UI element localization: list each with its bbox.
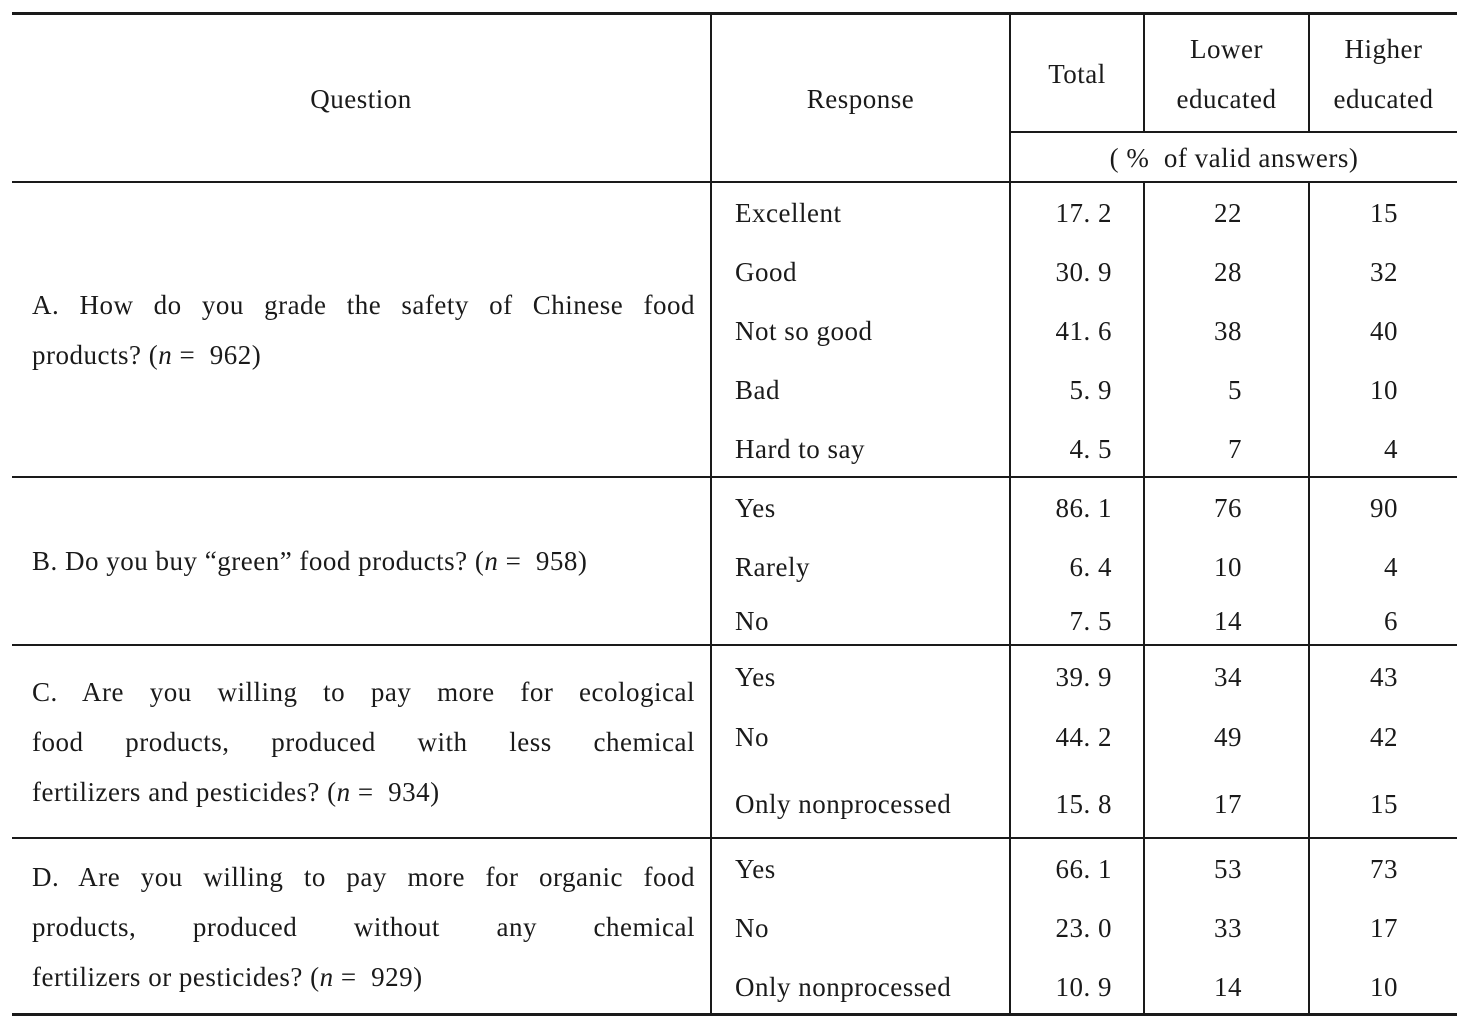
response-cell: Only nonprocessed — [735, 789, 952, 819]
higher-educated-cell: 10 — [1370, 375, 1398, 405]
table-bottom-rule — [12, 1013, 1457, 1016]
response-cell: No — [735, 722, 769, 752]
question-a-line1: A. How do you grade the safety of Chinese food — [32, 290, 695, 320]
question-d-line3: fertilizers or pesticides? (n = 929) — [32, 962, 423, 992]
header-higher-line2: educated — [1333, 84, 1434, 114]
question-d-line2: products, produced without any chemical — [32, 912, 695, 942]
total-cell: 15. 8 — [1055, 789, 1112, 819]
total-cell: 5. 9 — [1069, 375, 1112, 405]
lower-educated-cell: 17 — [1214, 789, 1242, 819]
header-bottom-rule — [12, 181, 1457, 183]
total-cell: 10. 9 — [1055, 972, 1112, 1002]
lower-educated-cell: 33 — [1214, 913, 1242, 943]
question-c-line1: C. Are you willing to pay more for ecological — [32, 677, 695, 707]
total-cell: 44. 2 — [1055, 722, 1112, 752]
header-sub-rule — [1010, 131, 1457, 133]
question-b-line1: B. Do you buy “green” food products? (n = 958) — [32, 546, 588, 576]
column-divider-lower — [1143, 14, 1145, 132]
response-cell: Bad — [735, 375, 780, 405]
question-a-line2: products? (n = 962) — [32, 340, 262, 370]
header-question: Question — [310, 84, 412, 114]
response-cell: No — [735, 913, 769, 943]
lower-educated-cell: 53 — [1214, 854, 1242, 884]
n-symbol: n — [336, 777, 351, 807]
lower-educated-cell: 14 — [1214, 972, 1242, 1002]
higher-educated-cell: 6 — [1384, 606, 1398, 636]
total-cell: 17. 2 — [1055, 198, 1112, 228]
total-cell: 7. 5 — [1069, 606, 1112, 636]
total-cell: 66. 1 — [1055, 854, 1112, 884]
higher-educated-cell: 43 — [1370, 662, 1398, 692]
question-a — [32, 280, 695, 380]
higher-educated-cell: 32 — [1370, 257, 1398, 287]
lower-educated-cell: 34 — [1214, 662, 1242, 692]
question-c-line3: fertilizers and pesticides? (n = 934) — [32, 777, 440, 807]
response-cell: Hard to say — [735, 434, 865, 464]
higher-educated-cell: 10 — [1370, 972, 1398, 1002]
higher-educated-cell: 4 — [1384, 434, 1398, 464]
response-cell: Yes — [735, 662, 776, 692]
table-top-rule — [12, 12, 1457, 15]
group-divider-cd — [12, 837, 1457, 839]
n-symbol: n — [319, 962, 334, 992]
higher-educated-cell: 73 — [1370, 854, 1398, 884]
response-cell: Yes — [735, 854, 776, 884]
n-symbol: n — [484, 546, 499, 576]
lower-educated-cell: 22 — [1214, 198, 1242, 228]
lower-educated-cell: 76 — [1214, 493, 1242, 523]
higher-educated-cell: 15 — [1370, 789, 1398, 819]
question-d-line1: D. Are you willing to pay more for organic food — [32, 862, 695, 892]
header-response: Response — [806, 84, 915, 114]
total-cell: 41. 6 — [1055, 316, 1112, 346]
question-b — [32, 536, 695, 586]
higher-educated-cell: 42 — [1370, 722, 1398, 752]
question-c — [32, 667, 695, 817]
response-cell: Rarely — [735, 552, 810, 582]
total-cell: 23. 0 — [1055, 913, 1112, 943]
question-c-line2: food products, produced with less chemical — [32, 727, 695, 757]
header-lower-line2: educated — [1176, 84, 1277, 114]
header-higher-line1: Higher — [1344, 34, 1423, 64]
higher-educated-cell: 4 — [1384, 552, 1398, 582]
total-cell: 86. 1 — [1055, 493, 1112, 523]
header-total: Total — [1048, 59, 1106, 89]
n-symbol: n — [158, 340, 173, 370]
response-cell: Yes — [735, 493, 776, 523]
total-cell: 30. 9 — [1055, 257, 1112, 287]
higher-educated-cell: 40 — [1370, 316, 1398, 346]
column-divider-higher-body — [1308, 182, 1310, 1014]
higher-educated-cell: 15 — [1370, 198, 1398, 228]
response-cell: Not so good — [735, 316, 873, 346]
total-cell: 39. 9 — [1055, 662, 1112, 692]
response-cell: Only nonprocessed — [735, 972, 952, 1002]
lower-educated-cell: 49 — [1214, 722, 1242, 752]
lower-educated-cell: 5 — [1228, 375, 1242, 405]
response-cell: No — [735, 606, 769, 636]
total-cell: 4. 5 — [1069, 434, 1112, 464]
lower-educated-cell: 10 — [1214, 552, 1242, 582]
column-divider-higher — [1308, 14, 1310, 132]
lower-educated-cell: 14 — [1214, 606, 1242, 636]
header-lower-line1: Lower — [1190, 34, 1263, 64]
higher-educated-cell: 90 — [1370, 493, 1398, 523]
lower-educated-cell: 38 — [1214, 316, 1242, 346]
lower-educated-cell: 28 — [1214, 257, 1242, 287]
higher-educated-cell: 17 — [1370, 913, 1398, 943]
group-divider-ab — [12, 476, 1457, 478]
column-divider-lower-body — [1143, 182, 1145, 1014]
response-cell: Good — [735, 257, 797, 287]
total-cell: 6. 4 — [1069, 552, 1112, 582]
question-d — [32, 852, 695, 1002]
lower-educated-cell: 7 — [1228, 434, 1242, 464]
group-divider-bc — [12, 644, 1457, 646]
column-divider-response — [710, 14, 712, 1014]
response-cell: Excellent — [735, 198, 842, 228]
header-unit: ( % of valid answers) — [1109, 143, 1359, 173]
